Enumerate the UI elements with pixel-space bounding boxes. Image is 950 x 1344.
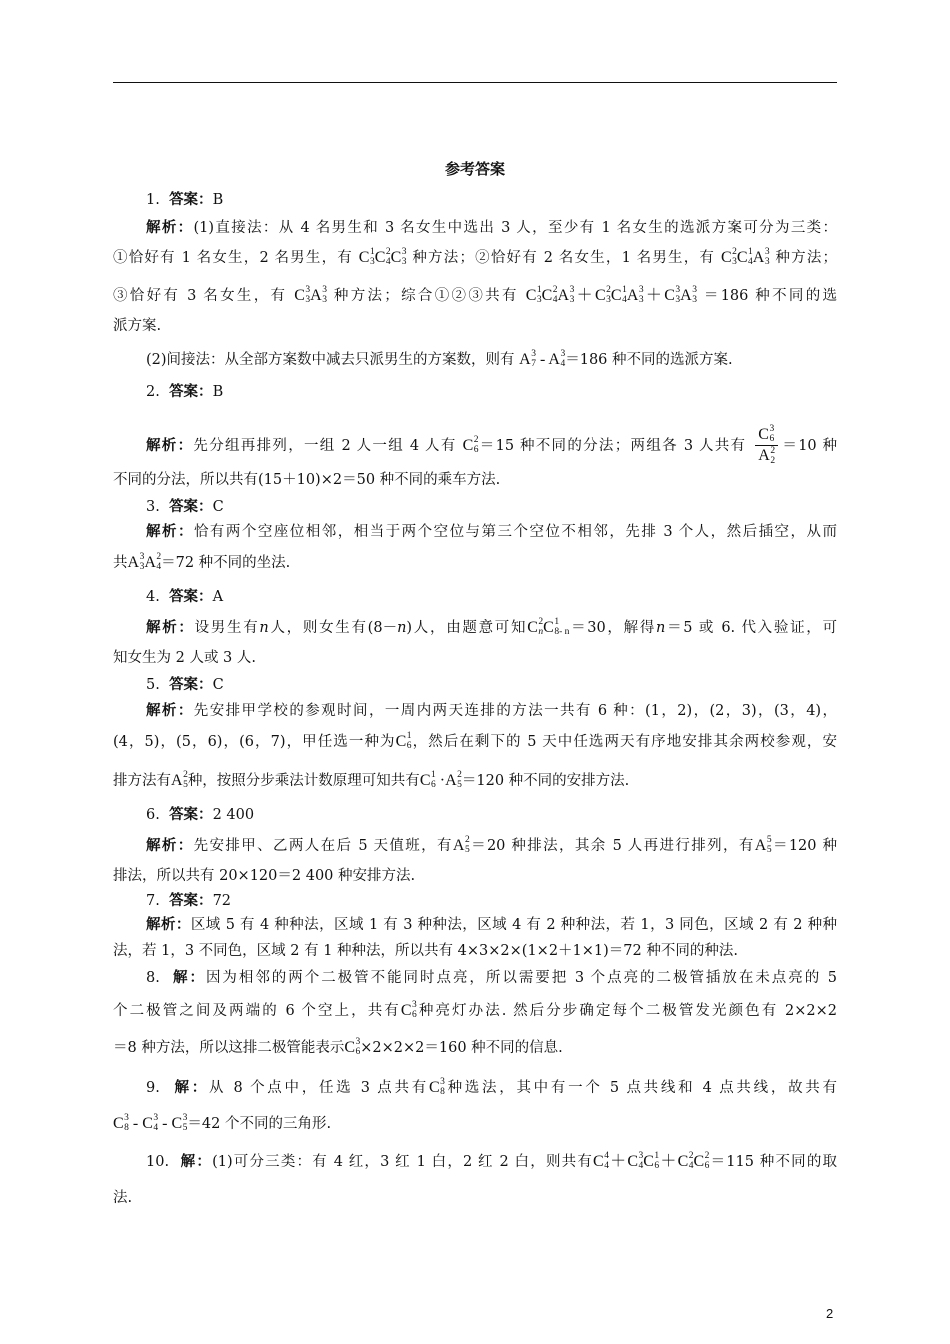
formula-c61: C 1 6	[395, 731, 412, 752]
q1-expl-line-5: (2)间接法：从全部方案数中减去只派男生的方案数，则有 A 3 7 - A 3 4 ＝186 种不同的选派方案.	[146, 349, 733, 370]
q8-line-3: ＝8 种方法，所以这排二极管能表示C 3 6 ×2×2×2＝160 种不同的信息.	[113, 1037, 563, 1058]
formula-a52: A 2 5	[171, 770, 188, 791]
q6-expl-line-2: 排法，所以共有 20×120＝2 400 种安排方法.	[113, 868, 416, 884]
q1-expl-line-2: ①恰好有 1 名女生，2 名男生，有 C 1 3 C 2 4 C 3 3 种方法；②恰好有 2 名女生，1 名男生，有 C 2 3 C 1 4 A 3 3 种方法；	[113, 247, 838, 268]
q1-expl-line-3: ③恰好有 3 名女生，有 C 3 3 A 3 3 种方法；综合①②③共有 C 1 3 C 2 4 A 3 3 ＋C 2 3 C 1 4 A 3 3 ＋C 3 3 A 3 3 ＝186 种不同的选	[113, 285, 838, 306]
q8-line-1: 8. 解：因为相邻的两个二极管不能同时点亮，所以需要把 3 个点亮的二极管插放在未点亮的 5	[146, 970, 837, 986]
q1-answer-line: 1. 答案：B	[146, 192, 224, 208]
q2-expl-line-1: 解析：先分组再排列，一组 2 人一组 4 人有 C 2 6 ＝15 种不同的分法；两组各 3 人共有 C 3 6 A 2 2 ＝10 种	[146, 424, 838, 466]
q7-expl-line-1: 解析：区域 5 有 4 种种法，区域 1 有 3 种种法，区域 4 有 2 种种法，若 1，3 同色，区域 2 有 2 种种	[146, 917, 838, 933]
formula-a73-a43: A 3 7 - A 3 4	[519, 349, 566, 370]
formula-c63: C 3 6	[400, 1000, 417, 1021]
formula-c63-b: C 3 6	[344, 1037, 361, 1058]
q7-answer-line: 7. 答案：72	[146, 893, 232, 909]
formula-c44-c43c61-c42c62: C 4 4 ＋C 3 4 C 1 6 ＋C 2 4 C 2 6	[593, 1151, 710, 1172]
q2-expl-line-2: 不同的分法，所以共有(15＋10)×2＝50 种不同的乘车方法.	[113, 472, 501, 488]
q4-expl-line-2: 知女生为 2 人或 3 人.	[113, 650, 256, 666]
header-rule	[113, 82, 837, 83]
q5-expl-line-3: 排方法有A 2 5 种，按照分步乘法计数原理可知共有C 1 6 ·A 2 5 ＝120 种不同的安排方法.	[113, 770, 630, 791]
q5-expl-line-1: 解析：先安排甲学校的参观时间，一周内两天连排的方法一共有 6 种：(1，2)，(2，3)，(3，4)，	[146, 703, 838, 719]
formula-c83-c43-c53: C 3 8 - C 3 4 - C 3 5	[113, 1113, 188, 1134]
formula-fraction-c63-over-a22: C 3 6 A 2 2	[755, 425, 778, 467]
page-number: 2	[826, 1306, 834, 1321]
q7-expl-line-2: 法，若 1，3 不同色，区域 2 有 1 种种法，所以共有 4×3×2×(1×2＋1×1)＝72 种不同的种法.	[113, 943, 738, 959]
q1-expl-line-1: 解析：(1)直接法：从 4 名男生和 3 名女生中选出 3 人，至少有 1 名女生的选派方案可分为三类：	[146, 220, 838, 236]
q9-line-2: C 3 8 - C 3 4 - C 3 5 ＝42 个不同的三角形.	[113, 1113, 332, 1134]
q6-expl-line-1: 解析：先安排甲、乙两人在后 5 天值班，有A 2 5 ＝20 种排法，其余 5 人再进行排列，有A 5 5 ＝120 种	[146, 835, 837, 856]
formula-a55: A 5 5	[754, 835, 772, 856]
q3-answer-line: 3. 答案：C	[146, 499, 224, 515]
q8-line-2: 个二极管之间及两端的 6 个空上，共有C 3 6 种亮灯办法. 然后分步确定每个二极管发光颜色有 2×2×2	[113, 1000, 837, 1021]
q10-line-1: 10. 解：(1)可分三类：有 4 红，3 红 1 白，2 红 2 白，则共有C 4 4 ＋C 3 4 C 1 6 ＋C 2 4 C 2 6 ＝115 种不同的取	[146, 1151, 838, 1172]
q3-expl-line-2: 共A 3 3 A 2 4 ＝72 种不同的坐法.	[113, 552, 291, 573]
formula-sum: C 1 3 C 2 4 A 3 3 ＋C 2 3 C 1 4 A 3 3 ＋C 3 3 A 3 3	[525, 285, 697, 306]
q9-line-1: 9. 解：从 8 个点中，任选 3 点共有C 3 8 种选法，其中有一个 5 点共线和 4 点共线，故共有	[146, 1077, 838, 1098]
q3-expl-line-1: 解析：恰有两个空座位相邻，相当于两个空位与第三个空位不相邻，先排 3 个人，然后插空，从而	[146, 524, 837, 540]
q2-answer-line: 2. 答案：B	[146, 384, 224, 400]
page-title: 参考答案	[444, 160, 505, 178]
formula-a33a42: A 3 3 A 2 4	[127, 552, 162, 573]
formula-c83: C 3 8	[428, 1077, 445, 1098]
q5-expl-line-2: (4，5)，(5，6)，(6，7)，甲任选一种为C 1 6 ，然后在剩下的 5 天中任选两天有序地安排其余两校参观，安	[113, 731, 837, 752]
formula-c31c42c33: C 1 3 C 2 4 C 3 3	[358, 247, 407, 268]
formula-c62: C 2 6	[462, 435, 479, 456]
formula-a52-b: A 2 5	[452, 835, 470, 856]
q1-expl-line-4: 派方案.	[113, 318, 162, 334]
formula-c32c41a33: C 2 3 C 1 4 A 3 3	[720, 247, 770, 268]
q5-answer-line: 5. 答案：C	[146, 677, 224, 693]
q4-answer-line: 4. 答案：A	[146, 589, 224, 605]
q10-line-2: 法.	[113, 1190, 133, 1206]
formula-c33a33: C 3 3 A 3 3	[294, 285, 327, 306]
formula-c61-a52: C 1 6 ·A 2 5	[419, 770, 462, 791]
formula-cn2-c8n1: C 2 n C 1 8- n	[527, 617, 570, 638]
q6-answer-line: 6. 答案：2 400	[146, 807, 255, 823]
q4-expl-line-1: 解析：设男生有n人，则女生有(8－n)人，由题意可知C 2 n C 1 8- n ＝30，解得n＝5 或 6. 代入验证，可	[146, 617, 837, 638]
